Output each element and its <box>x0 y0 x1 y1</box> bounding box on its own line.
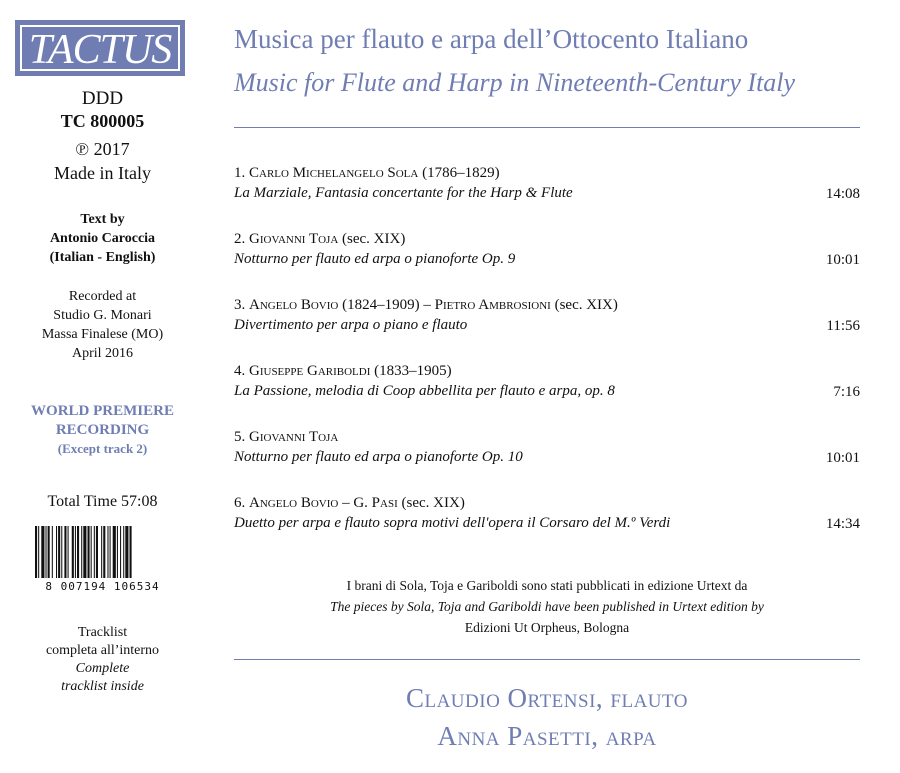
barcode-bar <box>72 526 74 578</box>
barcode-bar <box>88 526 90 578</box>
recorded-line: Massa Finalese (MO) <box>41 327 164 342</box>
track-header <box>234 295 860 315</box>
note-italian: I brani di Sola, Toja e Gariboldi sono stati pubblicati in edizione Urtext da <box>346 578 748 593</box>
publication-notes <box>234 575 860 638</box>
track-duration: 11:56 <box>826 318 860 334</box>
track-duration: 10:01 <box>825 450 860 466</box>
barcode-bar <box>117 526 118 578</box>
track-dates: (1824–1909) – <box>342 297 431 313</box>
barcode-number: 8 007194 106534 <box>45 580 160 593</box>
barcode-bar <box>77 526 79 578</box>
barcode-bar <box>52 526 53 578</box>
performer-harp: Anna Pasetti, arpa <box>437 721 657 751</box>
recorded-line: Studio G. Monari <box>53 308 152 323</box>
track-number: 1. <box>234 165 246 181</box>
barcode-bar <box>64 526 66 578</box>
barcode-bar <box>58 526 60 578</box>
track-2 <box>234 229 860 269</box>
track-composer: Angelo Bovio – G. Pasi <box>249 495 398 511</box>
barcode-bar <box>35 526 37 578</box>
track-duration: 14:08 <box>825 186 860 202</box>
track-work: Duetto per arpa e flauto sopra motivi dell'opera il Corsaro del M.º Verdi <box>234 515 671 531</box>
track-work: Notturno per flauto ed arpa o pianoforte Op. 10 <box>234 449 523 465</box>
tracklist-en-line: tracklist inside <box>61 679 144 694</box>
barcode-bar <box>41 526 44 578</box>
track-number: 5. <box>234 429 246 445</box>
track-work: La Marziale, Fantasia concertante for the Harp & Flute <box>234 185 573 201</box>
tracklist-it-line: Tracklist <box>77 625 128 640</box>
barcode-bar <box>130 526 132 578</box>
text-credit <box>0 210 205 267</box>
barcode <box>33 526 171 578</box>
track-dates: (1786–1829) <box>422 165 500 181</box>
album-title-english: Music for Flute and Harp in Nineteenth-Century Italy <box>234 68 796 97</box>
track-header <box>234 163 860 183</box>
barcode-bar <box>83 526 86 578</box>
barcode-bar <box>61 526 62 578</box>
track-composer: Giovanni Toja <box>249 231 339 247</box>
track-header <box>234 361 860 381</box>
album-title-italian: Musica per flauto e arpa dell’Ottocento Italiano <box>234 24 749 54</box>
logo-text: TACTUS <box>20 25 180 71</box>
track-composer: Angelo Bovio <box>249 297 339 313</box>
track-composer: Giovanni Toja <box>249 429 339 445</box>
performer-flute: Claudio Ortensi, flauto <box>405 683 689 713</box>
catalog-number: TC 800005 <box>60 111 145 131</box>
track-header <box>234 493 860 513</box>
barcode-bar <box>110 526 111 578</box>
text-by-label: Text by <box>80 212 125 227</box>
ddd-code: DDD <box>81 88 124 109</box>
track-work: Notturno per flauto ed arpa o pianoforte Op. 9 <box>234 251 516 267</box>
track-duration: 10:01 <box>825 252 860 268</box>
barcode-bar <box>91 526 92 578</box>
tracklist-it-line: completa all’interno <box>45 643 160 658</box>
track-duration: 14:34 <box>825 516 860 532</box>
recorded-line: April 2016 <box>71 346 134 361</box>
barcode-bar <box>81 526 82 578</box>
text-author: Antonio Caroccia <box>49 231 156 246</box>
track-composer-2: Pietro Ambrosioni <box>434 297 551 313</box>
track-header <box>234 427 860 447</box>
track-dates: (sec. XIX) <box>342 231 406 247</box>
world-premiere <box>0 402 205 440</box>
barcode-bar <box>123 526 124 578</box>
track-composer: Giuseppe Gariboldi <box>249 363 371 379</box>
track-number: 2. <box>234 231 246 247</box>
note-publisher: Edizioni Ut Orpheus, Bologna <box>464 620 630 635</box>
track-number: 6. <box>234 495 246 511</box>
track-duration: 7:16 <box>833 384 860 400</box>
made-in: Made in Italy <box>54 163 151 183</box>
premiere-line: RECORDING <box>55 422 150 438</box>
barcode-bar <box>68 526 69 578</box>
recorded-line: Recorded at <box>68 289 137 304</box>
tactus-logo <box>15 20 185 76</box>
track-4 <box>234 361 860 401</box>
barcode-bar <box>94 526 95 578</box>
track-dates: (sec. XIX) <box>401 495 465 511</box>
total-time: Total Time 57:08 <box>47 493 158 510</box>
barcode-bar <box>107 526 108 578</box>
barcode-bar <box>75 526 76 578</box>
premiere-line: WORLD PREMIERE <box>31 403 174 419</box>
barcode-bar <box>125 526 128 578</box>
barcode-bar <box>48 526 50 578</box>
recording-info <box>0 287 205 363</box>
top-divider <box>234 127 860 128</box>
tracklist-note <box>0 624 205 696</box>
track-number: 4. <box>234 363 246 379</box>
track-1 <box>234 163 860 203</box>
tracklist-en-line: Complete <box>75 661 130 676</box>
track-header <box>234 229 860 249</box>
track-composer: Carlo Michelangelo Sola <box>249 165 419 181</box>
track-number: 3. <box>234 297 246 313</box>
barcode-bar <box>96 526 98 578</box>
barcode-bar <box>38 526 39 578</box>
bottom-divider <box>234 659 860 660</box>
track-work: La Passione, melodia di Coop abbellita per flauto e arpa, op. 8 <box>234 383 615 399</box>
barcode-bar <box>103 526 105 578</box>
track-dates-2: (sec. XIX) <box>554 297 618 313</box>
note-english: The pieces by Sola, Toja and Gariboldi have been published in Urtext edition by <box>330 599 764 614</box>
text-languages: (Italian - English) <box>49 250 156 265</box>
barcode-bar <box>56 526 57 578</box>
barcode-bar <box>101 526 102 578</box>
premiere-exception: (Except track 2) <box>57 441 148 456</box>
track-5 <box>234 427 860 467</box>
barcode-bar <box>113 526 116 578</box>
track-dates: (1833–1905) <box>374 363 452 379</box>
track-work: Divertimento per arpa o piano e flauto <box>234 317 468 333</box>
track-6 <box>234 493 860 533</box>
barcode-bar <box>120 526 121 578</box>
barcode-bar <box>46 526 47 578</box>
track-3 <box>234 295 860 335</box>
phonogram-year: ℗ 2017 <box>75 139 130 159</box>
